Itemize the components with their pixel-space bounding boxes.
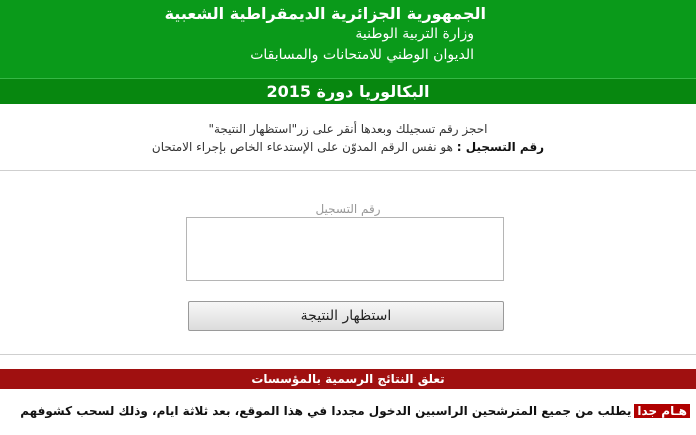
instruction-note <box>0 138 696 156</box>
registration-number-input[interactable] <box>186 217 504 281</box>
instruction-line: احجز رقم تسجيلك وبعدها أنقر على زر"استظهار النتيجة" <box>208 122 488 136</box>
registration-label: رقم التسجيل <box>315 202 381 216</box>
show-result-button[interactable]: استظهار النتيجة <box>188 301 504 331</box>
important-notice <box>6 404 690 418</box>
important-tag: هـام جدا <box>634 404 690 418</box>
instruction-label: رقم التسجيل : <box>456 140 545 154</box>
results-banner: تعلق النتائج الرسمية بالمؤسسات <box>0 369 696 389</box>
notice-text: يطلب من جميع المترشحين الراسبين الدخول مجددا في هذا الموقع، بعد ثلاثة ايام، وذلك لسحب كشوفهم <box>20 404 632 418</box>
republic-title: الجمهورية الجزائرية الديمقراطية الشعبية <box>164 4 486 23</box>
divider <box>0 170 696 171</box>
site-header <box>0 0 696 78</box>
session-title: البكالوريا دورة 2015 <box>0 78 696 104</box>
instruction-detail: هو نفس الرقم المدوّن على الإستدعاء الخاص بإجراء الامتحان <box>151 140 453 154</box>
office-title: الديوان الوطني للامتحانات والمسابقات <box>250 47 474 63</box>
divider <box>0 354 696 355</box>
instructions <box>0 120 696 156</box>
ministry-title: وزارة التربية الوطنية <box>355 26 474 42</box>
